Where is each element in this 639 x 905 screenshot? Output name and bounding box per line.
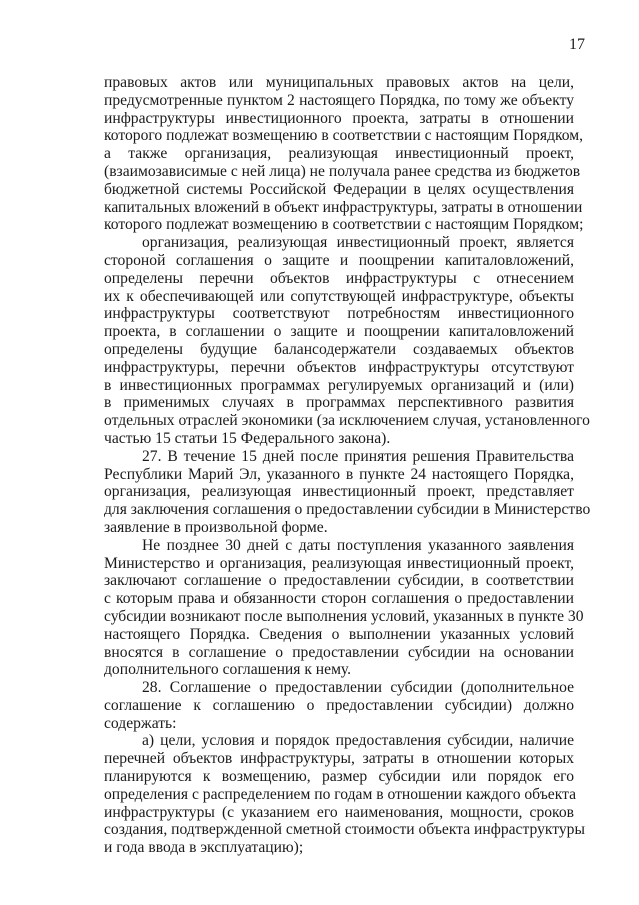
- paragraph: [104, 732, 585, 857]
- text-line: которого подлежат возмещению в соответствии с настоящим Порядком,: [104, 127, 584, 145]
- text-line: а) цели, условия и порядок предоставления субсидии, наличие: [142, 732, 574, 750]
- text-line: их к обеспечивающей или сопутствующей инфраструктуре, объекты: [104, 287, 574, 305]
- text-line: правовых актов или муниципальных правовых актов на цели,: [104, 74, 574, 91]
- text-line: организация, реализующая инвестиционный проект, является: [142, 234, 574, 252]
- text-line: организация, реализующая инвестиционный проект, представляет: [104, 483, 574, 501]
- text-line: а также организация, реализующая инвестиционный проект,: [104, 145, 574, 163]
- text-line: создания, подтвержденной сметной стоимости объекта инфраструктуры: [104, 821, 585, 839]
- text-line: частью 15 статьи 15 Федерального закона).: [104, 429, 391, 447]
- text-line: определены перечни объектов инфраструктуры с отнесением: [104, 269, 574, 287]
- text-line: в применимых случаях в программах перспективного развития: [104, 394, 574, 412]
- text-line: бюджетной системы Российской Федерации в целях осуществления: [104, 180, 574, 198]
- text-line: (взаимозависимые с ней лица) не получала ранее средства из бюджетов: [104, 162, 581, 180]
- paragraph: [104, 74, 584, 234]
- text-line: 28. Соглашение о предоставлении субсидии (дополнительное: [142, 679, 574, 697]
- text-line: Министерство и организация, реализующая инвестиционный проект,: [104, 554, 574, 572]
- text-line: инфраструктуры соответствуют потребностям инвестиционного: [104, 305, 574, 323]
- document-body: [104, 74, 591, 857]
- paragraph: [104, 447, 591, 537]
- text-line: планируются к возмещению, размер субсидии или порядок его: [104, 768, 574, 786]
- text-line: соглашение к соглашению о предоставлении субсидии) должно: [104, 696, 574, 714]
- text-line: и года ввода в эксплуатацию);: [104, 839, 304, 857]
- text-line: в инвестиционных программах регулируемых организаций и (или): [104, 376, 574, 394]
- text-line: предусмотренные пунктом 2 настоящего Порядка, по тому же объекту: [104, 91, 574, 109]
- text-line: проекта, в соглашении о защите и поощрении капиталовложений: [104, 323, 574, 341]
- text-line: стороной соглашения о защите и поощрении капиталовложений,: [104, 251, 574, 269]
- text-line: инфраструктуры инвестиционного проекта, затраты в отношении: [104, 109, 574, 127]
- paragraph: [104, 679, 574, 732]
- text-line: инфраструктуры (с указанием его наименования, мощности, сроков: [104, 803, 574, 821]
- page-number: 17: [569, 36, 585, 53]
- text-line: перечней объектов инфраструктуры, затраты в отношении которых: [104, 750, 574, 768]
- text-line: вносятся в соглашение о предоставлении субсидии на основании: [104, 643, 574, 661]
- text-line: определены будущие балансодержатели создаваемых объектов: [104, 340, 574, 358]
- text-line: инфраструктуры, перечни объектов инфраструктуры отсутствуют: [104, 358, 574, 376]
- paragraph: [104, 234, 590, 448]
- text-line: 27. В течение 15 дней после принятия решения Правительства: [142, 447, 574, 465]
- text-line: Республики Марий Эл, указанного в пункте 24 настоящего Порядка,: [104, 465, 574, 483]
- text-line: дополнительного соглашения к нему.: [104, 661, 352, 679]
- text-line: Не позднее 30 дней с даты поступления указанного заявления: [142, 536, 574, 554]
- text-line: содержать:: [104, 714, 177, 732]
- text-line: капитальных вложений в объект инфраструктуры, затраты в отношении: [104, 198, 583, 216]
- text-line: настоящего Порядка. Сведения о выполнении указанных условий: [104, 625, 574, 643]
- text-line: заявление в произвольной форме.: [104, 518, 328, 536]
- paragraph: [104, 536, 584, 679]
- text-line: с которым права и обязанности сторон соглашения о предоставлении: [104, 590, 574, 608]
- text-line: заключают соглашение о предоставлении субсидии, в соответствии: [104, 572, 574, 590]
- text-line: субсидии возникают после выполнения условий, указанных в пункте 30: [104, 607, 584, 625]
- text-line: которого подлежат возмещению в соответствии с настоящим Порядком;: [104, 216, 584, 234]
- text-line: отдельных отраслей экономики (за исключением случая, установленного: [104, 412, 590, 430]
- text-line: определения с распределением по годам в отношении каждого объекта: [104, 785, 577, 803]
- text-line: для заключения соглашения о предоставлении субсидии в Министерство: [104, 501, 591, 519]
